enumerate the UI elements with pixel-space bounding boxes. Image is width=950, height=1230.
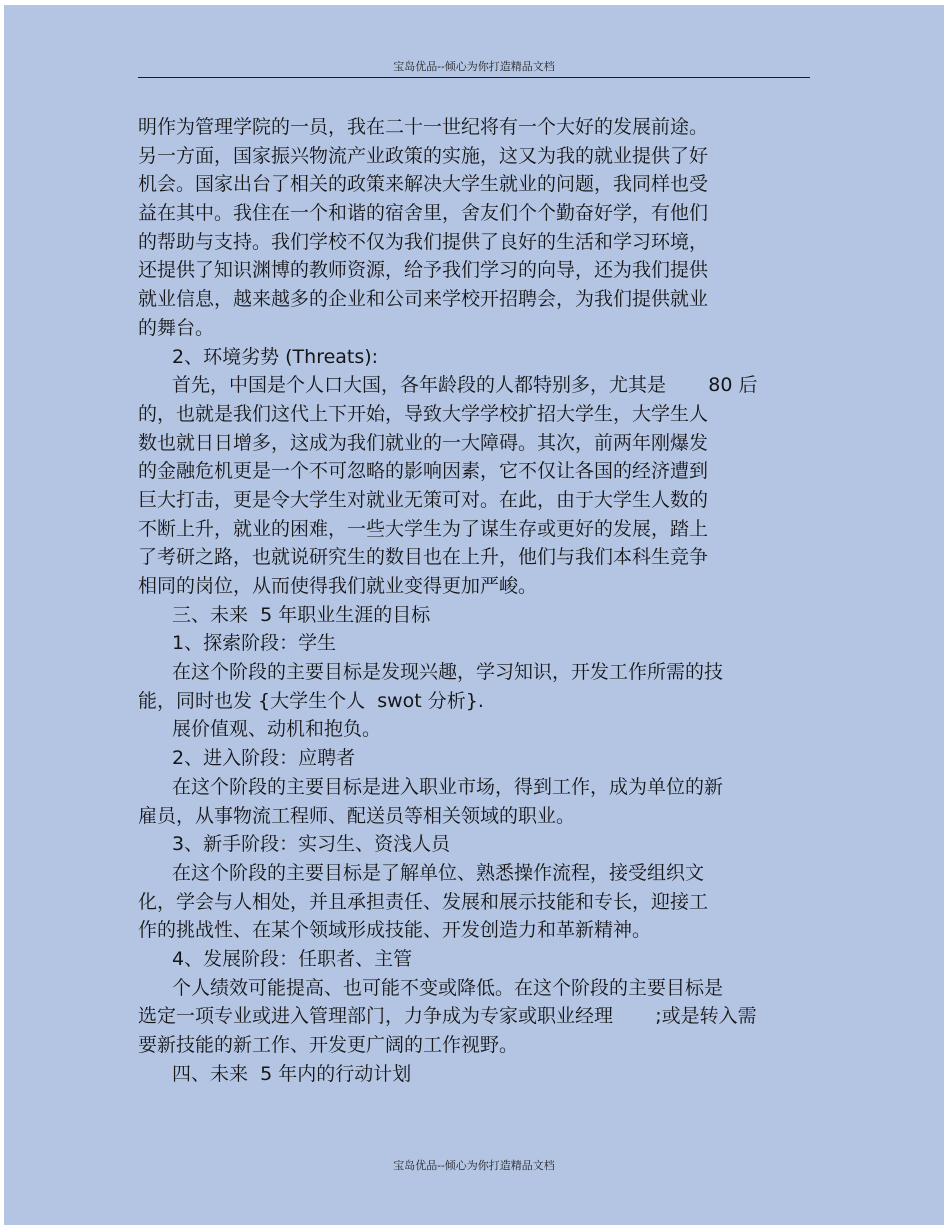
text-line: 不断上升，就业的困难，一些大学生为了谋生存或更好的发展，踏上 bbox=[138, 517, 709, 540]
text-line: 作的挑战性、在某个领域形成技能、开发创造力和革新精神。 bbox=[138, 919, 652, 942]
section-heading: 3、新手阶段：实习生、资浅人员 bbox=[172, 833, 451, 856]
text-line: 的舞台。 bbox=[138, 316, 215, 339]
text-line: 的帮助与支持。我们学校不仅为我们提供了良好的生活和学习环境， bbox=[138, 230, 709, 253]
text-line: 在这个阶段的主要目标是了解单位、熟悉操作流程，接受组织文 bbox=[172, 861, 705, 884]
text-line: 能，同时也发 {大学生个人 swot 分析}. bbox=[138, 689, 484, 712]
text-line: 巨大打击，更是令大学生对就业无策可对。在此，由于大学生人数的 bbox=[138, 488, 709, 511]
page-footer: 宝岛优品--倾心为你打造精品文档 bbox=[393, 1159, 555, 1172]
text-line: 数也就日日增多，这成为我们就业的一大障碍。其次，前两年刚爆发 bbox=[138, 431, 709, 454]
section-heading: 四、未来 5 年内的行动计划 bbox=[172, 1062, 412, 1085]
header-divider bbox=[138, 77, 810, 78]
text-line: 在这个阶段的主要目标是发现兴趣，学习知识，开发工作所需的技 bbox=[172, 661, 724, 684]
document-body bbox=[138, 113, 798, 1088]
text-line: 展价值观、动机和抱负。 bbox=[172, 718, 382, 741]
section-heading: 1、探索阶段：学生 bbox=[172, 632, 337, 655]
text-line: 的，也就是我们这代上下开始，导致大学学校扩招大学生，大学生人 bbox=[138, 402, 709, 425]
text-line: 还提供了知识渊博的教师资源，给予我们学习的向导，还为我们提供 bbox=[138, 259, 709, 282]
text-line: 益在其中。我住在一个和谐的宿舍里，舍友们个个勤奋好学，有他们 bbox=[138, 202, 709, 225]
text-line: 要新技能的新工作、开发更广阔的工作视野。 bbox=[138, 1034, 519, 1056]
text-line: 就业信息，越来越多的企业和公司来学校开招聘会，为我们提供就业 bbox=[138, 288, 709, 311]
text-line: 首先，中国是个人口大国，各年龄段的人都特别多，尤其是 80 后 bbox=[172, 374, 758, 397]
section-heading: 三、未来 5 年职业生涯的目标 bbox=[172, 603, 431, 626]
document-page bbox=[4, 5, 944, 1225]
text-line: 了考研之路，也就说研究生的数目也在上升，他们与我们本科生竞争 bbox=[138, 546, 709, 569]
text-line: 化，学会与人相处，并且承担责任、发展和展示技能和专长，迎接工 bbox=[138, 890, 709, 913]
text-line: 雇员，从事物流工程师、配送员等相关领域的职业。 bbox=[138, 804, 576, 827]
text-line: 明作为管理学院的一员，我在二十一世纪将有一个大好的发展前途。 bbox=[138, 116, 709, 138]
section-heading: 2、进入阶段：应聘者 bbox=[172, 747, 356, 770]
text-line: 选定一项专业或进入管理部门，力争成为专家或职业经理 ;或是转入需 bbox=[138, 1005, 757, 1028]
text-line: 在这个阶段的主要目标是进入职业市场，得到工作，成为单位的新 bbox=[172, 775, 724, 798]
text-line: 另一方面，国家振兴物流产业政策的实施，这又为我的就业提供了好 bbox=[138, 144, 709, 167]
section-heading: 2、环境劣势 (Threats): bbox=[172, 345, 379, 368]
section-heading: 4、发展阶段：任职者、主管 bbox=[172, 947, 413, 970]
page-header: 宝岛优品--倾心为你打造精品文档 bbox=[393, 60, 555, 73]
text-line: 的金融危机更是一个不可忽略的影响因素，它不仅让各国的经济遭到 bbox=[138, 460, 709, 483]
text-line: 相同的岗位，从而使得我们就业变得更加严峻。 bbox=[138, 575, 538, 597]
text-line: 机会。国家出台了相关的政策来解决大学生就业的问题，我同样也受 bbox=[138, 173, 709, 196]
text-line: 个人绩效可能提高、也可能不变或降低。在这个阶段的主要目标是 bbox=[172, 976, 724, 999]
